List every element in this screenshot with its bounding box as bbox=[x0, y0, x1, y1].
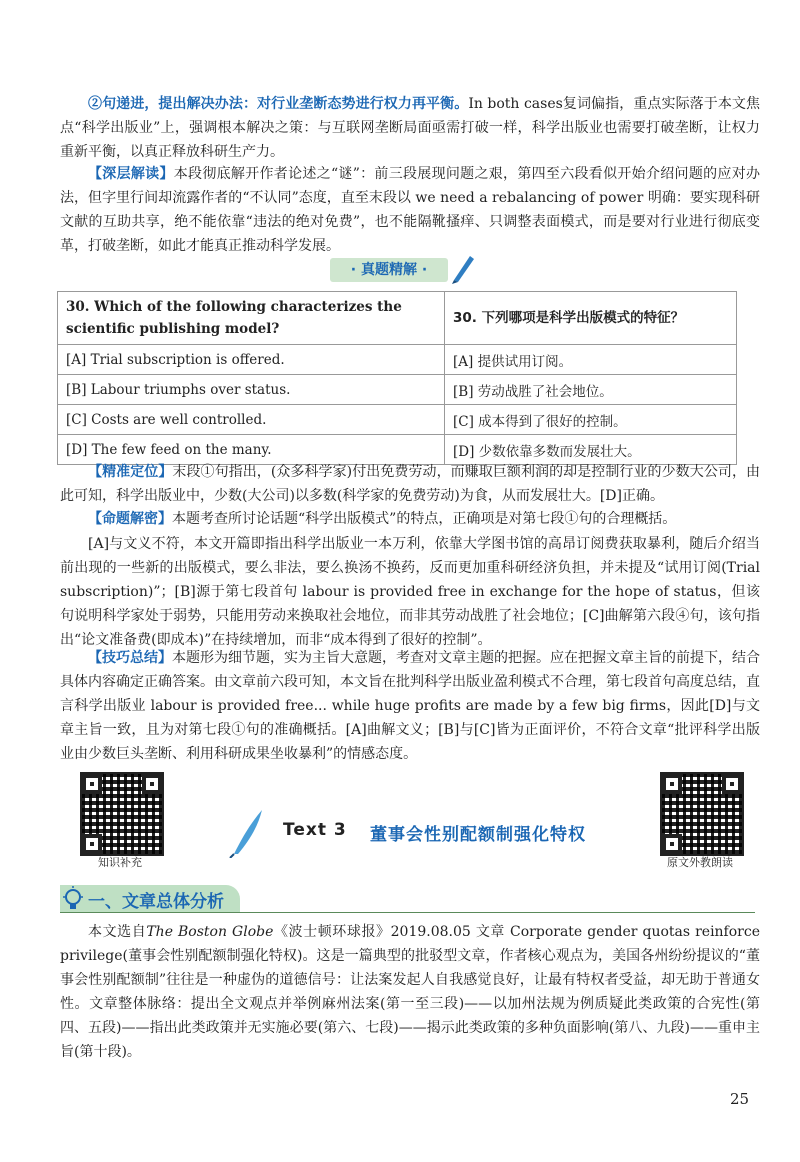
qr-code-knowledge[interactable] bbox=[80, 772, 164, 856]
overview-body: 《波士顿环球报》2019.08.05 文章 Corporate gender quotas reinforce privilege(董事会性别配额制强化特权)。这是一篇典型的批驳型文章，作者核心观点为，美国各州纷纷提议的“董事会性别配额制”往往是一种虚伪的道德信号：让法案发起人自我感觉良好，让最有特权者受益，却无助于普通女性。文章整体脉络：提出全文观点并举例麻州法案(第一至三段)——以加州法规为例质疑此类政策的合宪性(第四、五段)——指出此类政策并无实施必要(第六、七段)——揭示此类政策的多种负面影响(第八、九段)——重申主旨(第十段)。 bbox=[60, 924, 760, 1060]
paragraph-precise-location bbox=[60, 460, 760, 508]
option-row bbox=[58, 375, 737, 405]
precise-location-body: 末段①句指出，(众多科学家)付出免费劳动，而赚取巨额利润的却是控制行业的少数大公司，由此可知，科学出版业中，少数(大公司)以多数(科学家的免费劳动)为食，从而发展壮大。[D]正确。 bbox=[60, 464, 761, 504]
option-zh: [A] 提供试用订阅。 bbox=[445, 345, 737, 375]
option-zh: [B] 劳动战胜了社会地位。 bbox=[445, 375, 737, 405]
qr-corner bbox=[662, 774, 682, 794]
paragraph-solution bbox=[60, 92, 760, 164]
skill-summary-tag: 【技巧总结】 bbox=[88, 650, 172, 666]
option-en: [D] The few feed on the many. bbox=[58, 435, 445, 465]
overview-pre: 本文选自 bbox=[88, 924, 147, 940]
qr-corner bbox=[662, 834, 682, 854]
option-en: [B] Labour triumphs over status. bbox=[58, 375, 445, 405]
pen-icon bbox=[450, 250, 476, 284]
option-en: [C] Costs are well controlled. bbox=[58, 405, 445, 435]
question-table bbox=[57, 291, 737, 465]
paragraph-body: In both cases复词偏指，重点实际落于本文焦点“科学出版业”上，强调根本解决之策：与互联网垄断局面亟需打破一样，科学出版业也需要打破垄断，让权力重新平衡，以真正释放科研生产力。 bbox=[60, 96, 761, 160]
deep-reading-body: 本段彻底解开作者论述之“谜”：前三段展现问题之艰，第四至六段看似开始介绍问题的应对办法，但字里行间却流露作者的“不认同”态度，直至末段以 we need a rebalancing of power 明确：要实现科研文献的互助共享，绝不能依靠“违法的绝对免费”，也不能隔靴搔痒、只调整表面模式，而是要对行业进行彻底变革，打破垄断，如此才能真正推动科学发展。 bbox=[60, 166, 761, 254]
qr-corner bbox=[722, 774, 742, 794]
lightbulb-icon bbox=[60, 885, 86, 913]
question-analysis-tag: 【命题解密】 bbox=[88, 511, 172, 527]
overview-source: The Boston Globe bbox=[146, 924, 274, 940]
question-zh: 30. 下列哪项是科学出版模式的特征？ bbox=[445, 292, 737, 345]
paragraph-distractor-analysis bbox=[60, 532, 760, 652]
question-row bbox=[58, 292, 737, 345]
qr-corner bbox=[82, 834, 102, 854]
qr-corner bbox=[82, 774, 102, 794]
option-zh: [C] 成本得到了很好的控制。 bbox=[445, 405, 737, 435]
question-analysis-body: 本题考查所讨论话题“科学出版模式”的特点，正确项是对第七段①句的合理概括。 bbox=[172, 511, 677, 527]
paragraph-lead: ②句递进，提出解决办法：对行业垄断态势进行权力再平衡。 bbox=[88, 96, 469, 112]
quill-icon bbox=[228, 808, 264, 858]
question-en: 30. Which of the following characterizes the scientific publishing model? bbox=[58, 292, 445, 345]
qr-label-reading: 原文外教朗读 bbox=[667, 856, 733, 869]
distractor-analysis-body: [A]与文义不符，本文开篇即指出科学出版业一本万利，依靠大学图书馆的高昂订阅费获取暴利，随后介绍当前出现的一些新的出版模式，要么非法，要么换汤不换药，反而更加重科研经济负担，并未提及“试用订阅(Trial subscription)”；[B]源于第七段首句 labour is provided free in exchange for the hope of status，但该句说明科学家处于弱势，只能用劳动来换取社会地位，而非其劳动战胜了社会地位；[C]曲解第六段④句，该句指出“论文准备费(即成本)”在持续增加，而非“成本得到了很好的控制”。 bbox=[60, 536, 760, 648]
option-zh: [D] 少数依靠多数而发展壮大。 bbox=[445, 435, 737, 465]
text-title: 董事会性别配额制强化特权 bbox=[370, 825, 586, 845]
section-banner: · 真题精解 · bbox=[330, 258, 448, 282]
option-row bbox=[58, 345, 737, 375]
paragraph-skill-summary bbox=[60, 646, 760, 766]
page-number: 25 bbox=[730, 1090, 750, 1108]
section-title: 一、文章总体分析 bbox=[88, 892, 224, 912]
qr-label-knowledge: 知识补充 bbox=[98, 856, 142, 869]
qr-corner bbox=[142, 774, 162, 794]
qr-code-reading[interactable] bbox=[660, 772, 744, 856]
skill-summary-body: 本题形为细节题，实为主旨大意题，考查对文章主题的把握。应在把握文章主旨的前提下，结合具体内容确定正确答案。由文章前六段可知，本文旨在批判科学出版业盈利模式不合理，第七段首句高度总结，直言科学出版业 labour is provided free... while huge profits are made by a few big firms，因此[D]与文章主旨一致，且为对第七段①句的准确概括。[A]曲解文义；[B]与[C]皆为正面评价，不符合文章“批评科学出版业由少数巨头垄断、利用科研成果坐收暴利”的情感态度。 bbox=[60, 650, 760, 762]
paragraph-overview bbox=[60, 920, 760, 1064]
text-heading: Text 3 bbox=[283, 820, 347, 840]
precise-location-tag: 【精准定位】 bbox=[88, 464, 173, 480]
paragraph-deep-reading bbox=[60, 162, 760, 258]
section-divider bbox=[60, 912, 755, 913]
paragraph-question-analysis bbox=[60, 507, 760, 531]
option-en: [A] Trial subscription is offered. bbox=[58, 345, 445, 375]
deep-reading-tag: 【深层解读】 bbox=[88, 166, 174, 182]
option-row bbox=[58, 405, 737, 435]
